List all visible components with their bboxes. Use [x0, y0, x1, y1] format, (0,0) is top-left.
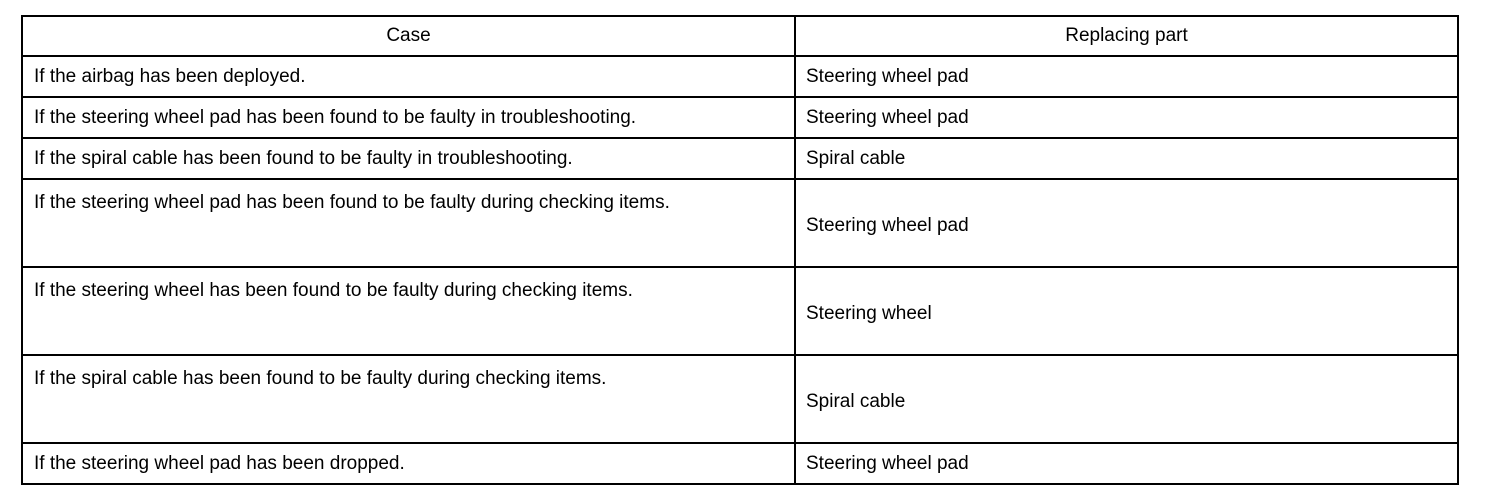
case-cell: If the steering wheel pad has been found to be faulty during checking items. — [22, 179, 795, 267]
replacing-part-cell: Spiral cable — [795, 138, 1458, 179]
table-row — [22, 56, 1458, 97]
case-cell: If the steering wheel pad has been found to be faulty in troubleshooting. — [22, 97, 795, 138]
table-row — [22, 267, 1458, 355]
replacing-part-cell: Steering wheel pad — [795, 97, 1458, 138]
table-row — [22, 179, 1458, 267]
table-row — [22, 138, 1458, 179]
replacing-part-cell: Steering wheel pad — [795, 179, 1458, 267]
table-row — [22, 443, 1458, 484]
replacement-table — [21, 15, 1459, 485]
case-cell: If the steering wheel has been found to be faulty during checking items. — [22, 267, 795, 355]
replacing-part-cell: Steering wheel — [795, 267, 1458, 355]
table-header-row — [22, 16, 1458, 56]
replacing-part-cell: Spiral cable — [795, 355, 1458, 443]
case-cell: If the steering wheel pad has been dropped. — [22, 443, 795, 484]
table-row — [22, 97, 1458, 138]
table-row — [22, 355, 1458, 443]
column-header-case: Case — [22, 16, 795, 56]
case-cell: If the spiral cable has been found to be faulty during checking items. — [22, 355, 795, 443]
replacing-part-cell: Steering wheel pad — [795, 443, 1458, 484]
column-header-replacing-part: Replacing part — [795, 16, 1458, 56]
replacing-part-cell: Steering wheel pad — [795, 56, 1458, 97]
case-cell: If the spiral cable has been found to be faulty in troubleshooting. — [22, 138, 795, 179]
case-cell: If the airbag has been deployed. — [22, 56, 795, 97]
